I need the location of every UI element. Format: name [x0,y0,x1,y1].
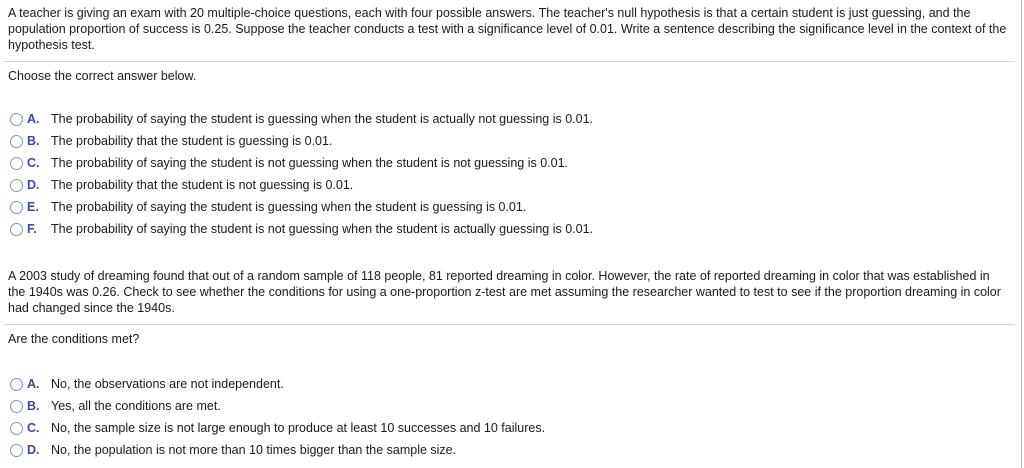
radio-button-icon[interactable] [10,135,23,148]
radio-button-icon[interactable] [10,113,23,126]
radio-button-icon[interactable] [10,157,23,170]
option-letter: A. [27,377,40,391]
option-letter: E. [27,200,39,214]
question-2-option-d[interactable] [0,439,1018,461]
option-text: No, the sample size is not large enough to produce at least 10 successes and 10 failures. [51,421,546,435]
right-panel-border [1021,0,1022,468]
question-2-prompt: Are the conditions met? [8,332,140,346]
question-1-option-f[interactable] [0,218,1018,240]
option-text: The probability of saying the student is not guessing when the student is not guessing is 0.01. [51,156,568,170]
question-1-option-d[interactable] [0,174,1018,196]
radio-button-icon[interactable] [10,201,23,214]
question-2 [0,268,1018,461]
radio-button-icon[interactable] [10,444,23,457]
question-1-prompt: Choose the correct answer below. [8,69,197,83]
question-2-option-c[interactable] [0,417,1018,439]
question-1 [0,5,1018,240]
question-2-option-a[interactable] [0,373,1018,395]
question-1-stem: A teacher is giving an exam with 20 multiple-choice questions, each with four possible answers. The teacher's null hypothesis is that a certain student is just guessing, and the population proportion of success is 0.25. Suppose the teacher conducts a test with a significance level of 0.01. Write a sentence describing the significance level in the context of the hypothesis test. [8,6,1007,52]
radio-button-icon[interactable] [10,400,23,413]
option-letter: F. [27,222,37,236]
question-1-options [0,108,1018,240]
option-text: The probability of saying the student is guessing when the student is actually not guessing is 0.01. [51,112,593,126]
option-text: No, the observations are not independent. [51,377,284,391]
option-text: Yes, all the conditions are met. [51,399,221,413]
option-text: The probability that the student is not guessing is 0.01. [51,178,354,192]
question-2-option-b[interactable] [0,395,1018,417]
radio-button-icon[interactable] [10,378,23,391]
question-1-option-c[interactable] [0,152,1018,174]
radio-button-icon[interactable] [10,223,23,236]
option-letter: B. [27,399,40,413]
option-text: The probability that the student is guessing is 0.01. [51,134,333,148]
option-letter: D. [27,178,40,192]
question-2-stem: A 2003 study of dreaming found that out of a random sample of 118 people, 81 reported dreaming in color. However, the rate of reported dreaming in color that was established in the 1940s was 0.26. Check to see whether the conditions for using a one-proportion z-test are met assuming the researcher wanted to test to see if the proportion dreaming in color had changed since the 1940s. [8,269,1001,315]
question-1-option-a[interactable] [0,108,1018,130]
question-1-option-e[interactable] [0,196,1018,218]
option-text: No, the population is not more than 10 times bigger than the sample size. [51,443,457,457]
option-letter: C. [27,421,40,435]
option-text: The probability of saying the student is guessing when the student is guessing is 0.01. [51,200,527,214]
option-letter: B. [27,134,40,148]
question-1-option-b[interactable] [0,130,1018,152]
option-text: The probability of saying the student is not guessing when the student is actually guessing is 0.01. [51,222,593,236]
option-letter: A. [27,112,40,126]
option-letter: C. [27,156,40,170]
radio-button-icon[interactable] [10,179,23,192]
radio-button-icon[interactable] [10,422,23,435]
option-letter: D. [27,443,40,457]
question-2-options [0,373,1018,461]
